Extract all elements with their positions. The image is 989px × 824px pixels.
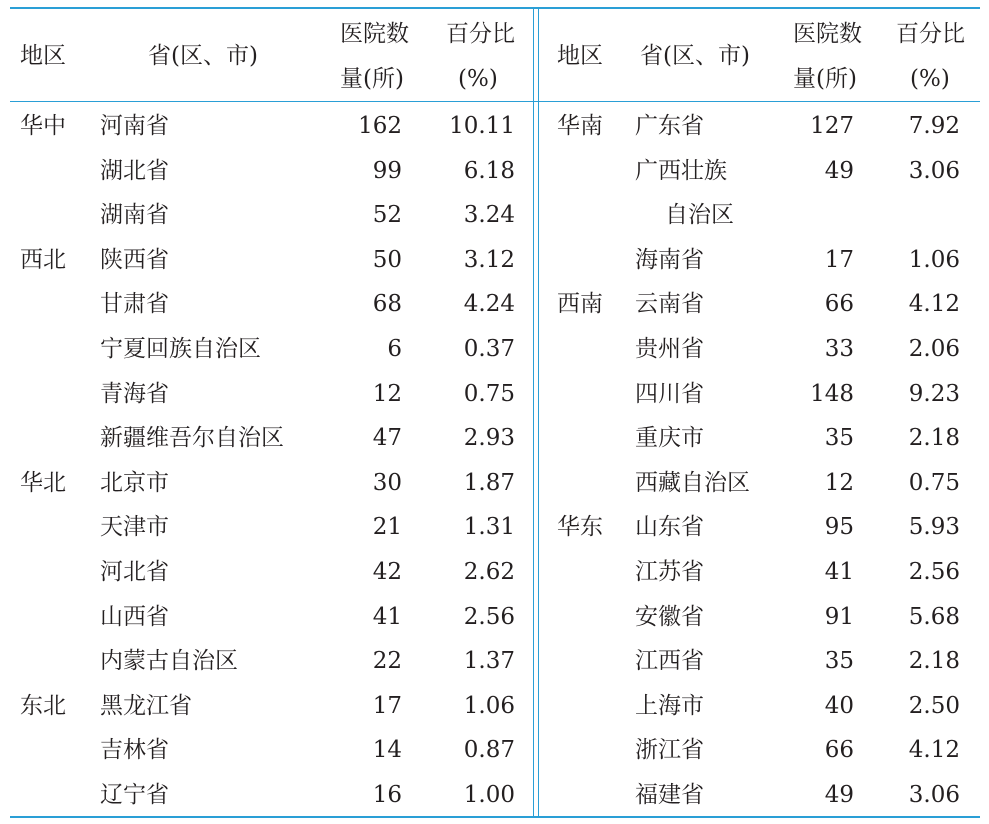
hospital-count-cell: 33 [824,336,854,362]
province-cell: 湖南省 [100,202,169,229]
hospital-count-cell: 35 [824,648,854,675]
percentage-cell: 1.00 [463,782,515,808]
table-row [540,461,980,506]
header-count-line1: 医院数 [340,21,409,47]
province-cell: 广西壮族 [635,157,727,184]
table-row [10,461,532,506]
province-cell: 黑龙江省 [100,692,192,719]
percentage-cell: 3.06 [908,157,960,184]
province-cell: 河南省 [100,113,169,139]
province-cell: 安徽省 [635,603,704,630]
hospital-count-cell: 12 [372,380,402,407]
table-row [10,684,532,729]
province-cell: 甘肃省 [100,291,169,318]
table-row [10,372,532,417]
region-cell: 西北 [20,246,66,273]
hospital-count-cell: 49 [824,157,854,184]
province-cell: 辽宁省 [100,782,169,808]
region-cell: 华中 [20,113,66,139]
header-count-line2: 量(所) [340,66,404,92]
hospital-count-cell: 52 [372,202,402,229]
province-cell: 吉林省 [100,737,169,764]
table-right-half [540,9,980,816]
table-row [540,416,980,461]
province-cell: 浙江省 [635,737,704,764]
province-cell: 陕西省 [100,246,169,273]
table-row [540,238,980,283]
table-row [10,238,532,283]
hospital-count-cell: 17 [372,692,402,719]
table-row [10,193,532,238]
table-left-half [10,9,532,816]
percentage-cell: 1.06 [463,692,515,719]
hospital-count-cell: 148 [810,380,854,407]
header-count-line2: 量(所) [793,66,857,92]
region-cell: 西南 [557,291,603,318]
table-row [540,550,980,595]
percentage-cell: 7.92 [908,113,960,139]
table-row [10,149,532,194]
table-row [10,595,532,640]
header-province: 省(区、市) [640,43,750,69]
province-cell: 西藏自治区 [635,469,750,496]
province-cell: 云南省 [635,291,704,318]
hospital-count-cell: 127 [810,113,854,139]
table-row [540,684,980,729]
province-cell: 河北省 [100,559,169,585]
hospital-count-cell: 14 [372,737,402,764]
percentage-cell: 3.24 [463,202,515,229]
table-row [540,193,980,238]
percentage-cell: 0.75 [463,380,515,407]
hospital-count-cell: 35 [824,425,854,452]
province-cell: 山西省 [100,603,169,630]
province-cell: 福建省 [635,782,704,808]
header-count-line1: 医院数 [793,21,862,47]
percentage-cell: 0.75 [908,469,960,496]
hospital-count-cell: 47 [372,425,402,452]
table-row [540,149,980,194]
header-region: 地区 [557,43,603,69]
province-cell: 上海市 [635,692,704,719]
province-cell: 山东省 [635,514,704,541]
table-row [540,773,980,818]
percentage-cell: 5.68 [908,603,960,630]
percentage-cell: 4.12 [908,737,960,764]
hospital-count-cell: 66 [824,737,854,764]
table-row [10,728,532,773]
percentage-cell: 10.11 [449,113,515,139]
province-cell: 重庆市 [635,425,704,452]
header-pct-line1: 百分比 [446,21,515,47]
percentage-cell: 0.37 [463,336,515,362]
province-cell: 湖北省 [100,157,169,184]
table-row [10,327,532,372]
hospital-count-cell: 12 [824,469,854,496]
percentage-cell: 2.06 [908,336,960,362]
region-cell: 华北 [20,469,66,496]
percentage-cell: 2.56 [463,603,515,630]
hospital-count-cell: 40 [824,692,854,719]
table-row [540,104,980,149]
table-row [10,505,532,550]
percentage-cell: 0.87 [463,737,515,764]
table-row [10,773,532,818]
table-row [10,550,532,595]
percentage-cell: 2.50 [908,692,960,719]
hospital-count-cell: 41 [372,603,402,630]
province-cell: 北京市 [100,469,169,496]
region-cell: 华南 [557,113,603,139]
percentage-cell: 2.56 [908,559,960,585]
percentage-cell: 6.18 [463,157,515,184]
table-row [10,104,532,149]
table-row [10,639,532,684]
percentage-cell: 1.31 [463,514,515,541]
province-cell: 内蒙古自治区 [100,648,238,675]
province-cell: 宁夏回族自治区 [100,336,261,362]
hospital-count-cell: 30 [372,469,402,496]
table-row [540,505,980,550]
percentage-cell: 4.24 [463,291,515,318]
province-cell: 贵州省 [635,336,704,362]
hospital-count-cell: 66 [824,291,854,318]
percentage-cell: 1.37 [463,648,515,675]
province-cell: 四川省 [635,380,704,407]
province-cell: 海南省 [635,246,704,273]
province-cell: 广东省 [635,113,704,139]
header-pct-line2: (%) [458,66,498,92]
hospital-count-cell: 21 [372,514,402,541]
header-province: 省(区、市) [148,43,258,69]
hospital-count-cell: 42 [372,559,402,585]
percentage-cell: 2.18 [908,648,960,675]
header-region: 地区 [20,43,66,69]
hospital-count-cell: 49 [824,782,854,808]
header-pct-line2: (%) [910,66,950,92]
hospital-count-cell: 22 [372,648,402,675]
table-row [540,728,980,773]
hospital-count-cell: 16 [372,782,402,808]
table-row [540,327,980,372]
percentage-cell: 9.23 [908,380,960,407]
table-row [540,282,980,327]
region-cell: 华东 [557,514,603,541]
province-cell: 青海省 [100,380,169,407]
province-cell: 天津市 [100,514,169,541]
table-row [10,416,532,461]
table-row [540,372,980,417]
hospital-count-cell: 6 [387,336,402,362]
percentage-cell: 3.06 [908,782,960,808]
hospital-count-cell: 50 [372,246,402,273]
hospital-count-cell: 162 [358,113,402,139]
table-center-divider [538,7,539,818]
hospital-count-cell: 95 [824,514,854,541]
province-cell: 江西省 [635,648,704,675]
province-cell: 自治区 [665,202,734,229]
hospital-count-cell: 91 [824,603,854,630]
hospital-count-cell: 68 [372,291,402,318]
percentage-cell: 1.87 [463,469,515,496]
table-row [540,639,980,684]
percentage-cell: 2.62 [463,559,515,585]
table-row [540,595,980,640]
header-pct-line1: 百分比 [896,21,965,47]
province-cell: 江苏省 [635,559,704,585]
percentage-cell: 5.93 [908,514,960,541]
region-cell: 东北 [20,692,66,719]
percentage-cell: 2.93 [463,425,515,452]
percentage-cell: 2.18 [908,425,960,452]
hospital-count-cell: 99 [372,157,402,184]
hospital-count-cell: 41 [824,559,854,585]
table-center-divider [533,7,534,818]
percentage-cell: 4.12 [908,291,960,318]
hospital-count-cell: 17 [824,246,854,273]
table-row [10,282,532,327]
province-cell: 新疆维吾尔自治区 [100,425,284,452]
percentage-cell: 3.12 [463,246,515,273]
percentage-cell: 1.06 [908,246,960,273]
